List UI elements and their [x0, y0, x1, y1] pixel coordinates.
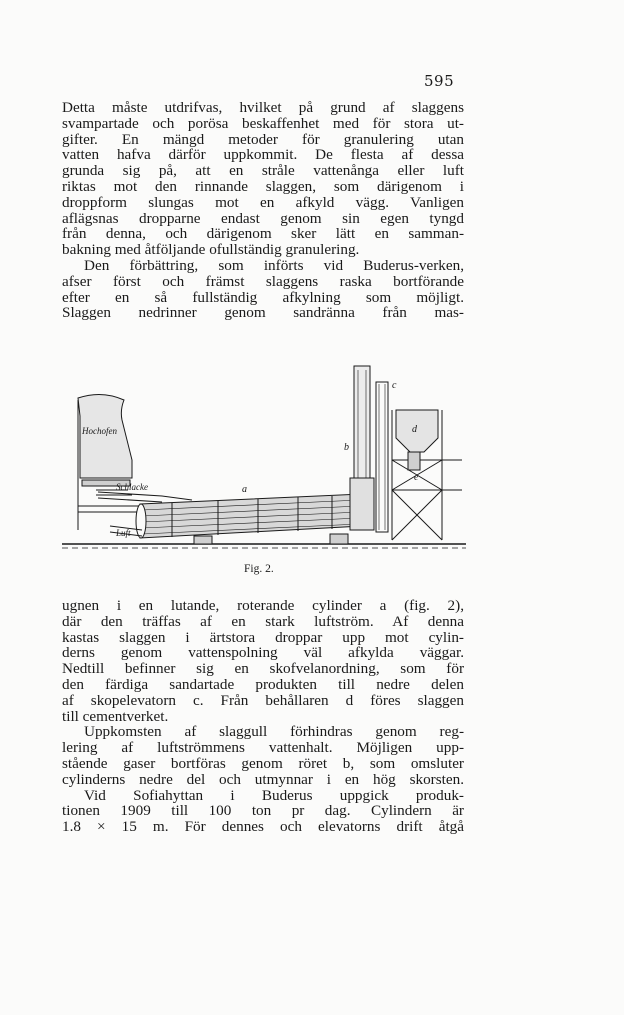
text-line: vatten hafva därför uppkommit. De flesta af dessa: [62, 146, 464, 164]
text-line: Uppkomsten af slaggull förhindras genom reg-: [84, 723, 464, 741]
text-line: stående gaser bortföras genom röret b, som omsluter: [62, 754, 464, 772]
body-text-bottom: [62, 598, 464, 835]
bucket-elevator: [376, 382, 388, 532]
figure-2-diagram: [62, 360, 466, 556]
label-a: a: [242, 484, 247, 495]
label-d: d: [412, 424, 417, 435]
chimney-pipe: [350, 366, 374, 530]
label-luft: Luft: [116, 528, 131, 538]
label-e: e: [414, 472, 419, 483]
text-line: droppform slungas mot en afkyld vägg. Vanligen: [62, 193, 464, 211]
text-line: bakning med åtföljande ofullständig granulering.: [62, 241, 360, 259]
slag-granulation-drawing: [62, 360, 466, 556]
rotating-cylinder: [136, 494, 362, 538]
figure-caption: Fig. 2.: [244, 563, 274, 575]
text-line: Nedtill befinner sig en skofvelanordning, som för: [62, 660, 464, 678]
text-line: efter en så fullständig afkylning som möjligt.: [62, 288, 464, 306]
text-line: till cementverket.: [62, 707, 169, 725]
storage-bunker: [392, 410, 462, 540]
text-line: gifter. En mängd metoder för granulering utan: [62, 130, 464, 148]
blast-furnace: [78, 394, 132, 530]
text-line: grunda sig på, att en stråle vattenånga eller luft: [62, 162, 464, 180]
text-line: Slaggen nedrinner genom sandränna från mas-: [62, 304, 464, 322]
text-line: cylinderns nedre del och utmynnar i en hög skorsten.: [62, 770, 464, 788]
text-line: Den förbättring, som införts vid Buderus-verken,: [84, 256, 464, 274]
page-number: 595: [424, 72, 455, 90]
text-line: afser först och främst slaggens raska bortförande: [62, 272, 464, 290]
label-c: c: [392, 380, 397, 391]
text-line: lering af luftströmmens vattenhalt. Möjligen upp-: [62, 739, 464, 757]
text-line: 1.8 × 15 m. För dennes och elevatorns drift åtgå: [62, 818, 464, 836]
text-line: af skopelevatorn c. Från behållaren d föres slaggen: [62, 691, 464, 709]
text-line: Vid Sofiahyttan i Buderus uppgick produk-: [84, 786, 464, 804]
text-line: från denna, och därigenom sker lätt en samman-: [62, 225, 464, 243]
text-line: tionen 1909 till 100 ton pr dag. Cylindern är: [62, 802, 464, 820]
text-line: aflägsnas dropparne endast genom sin egen tyngd: [62, 209, 464, 227]
text-line: derns genom vattenspolning väl afkylda väggar.: [62, 644, 464, 662]
text-line: den färdiga sandartade produkten till nedre delen: [62, 675, 464, 693]
text-line: ugnen i en lutande, roterande cylinder a (fig. 2),: [62, 597, 464, 614]
text-line: riktas mot den rinnande slaggen, som därigenom i: [62, 177, 464, 195]
text-line: kastas slaggen i ärtstora droppar upp mot cylin-: [62, 628, 464, 646]
text-line: Detta måste utdrifvas, hvilket på grund af slaggens: [62, 99, 464, 116]
text-line: där den träffas af en stark luftström. Af denna: [62, 612, 464, 630]
label-b: b: [344, 442, 349, 453]
text-line: svampartade och porösa beskaffenhet med för stora ut-: [62, 114, 464, 132]
label-schlacke: Schlacke: [116, 482, 148, 492]
label-hochofen: Hochofen: [82, 426, 117, 436]
body-text-top: [62, 100, 464, 321]
